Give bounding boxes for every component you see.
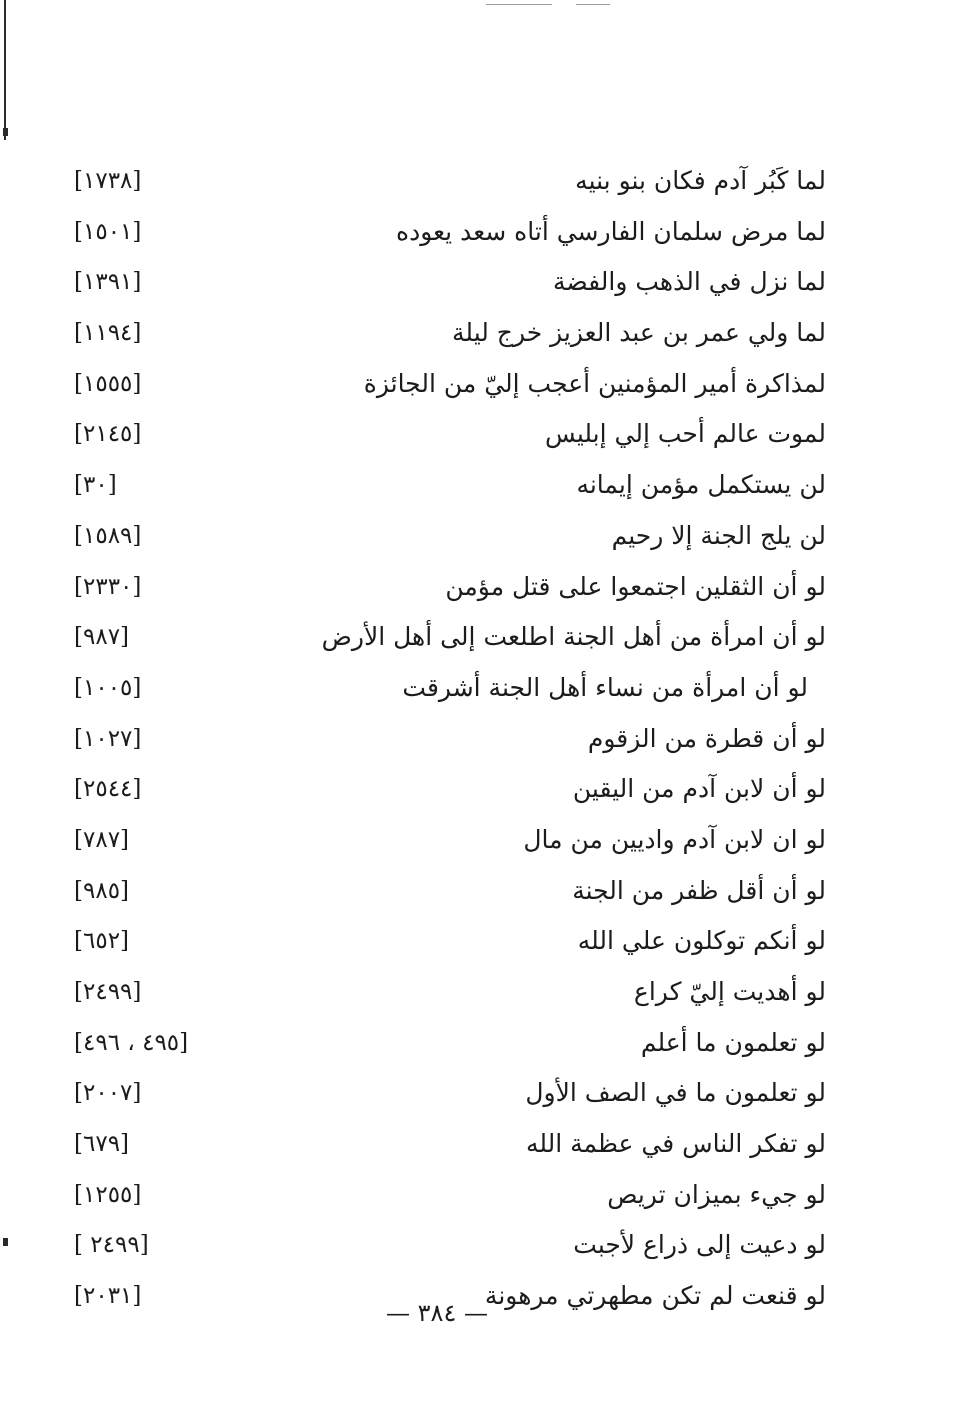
index-entry <box>0 816 954 867</box>
index-entry <box>0 613 954 664</box>
top-rule <box>576 4 610 5</box>
index-entry <box>0 715 954 766</box>
entry-text: لو تفكر الناس في عظمة الله <box>525 1129 826 1159</box>
entry-reference: [٤٩٥ ، ٤٩٦] <box>74 1029 189 1056</box>
top-rule <box>486 4 552 5</box>
entry-reference: [١٠٠٥] <box>74 674 142 701</box>
index-entry <box>0 1120 954 1171</box>
index-entry <box>0 1171 954 1222</box>
index-entry <box>0 664 954 715</box>
entry-reference: [٦٧٩] <box>74 1131 130 1158</box>
index-entry <box>0 410 954 461</box>
entry-text: لو قنعت لم تكن مطهرتي مرهونة <box>484 1281 826 1311</box>
entry-text: لو أنكم توكلون علي الله <box>577 926 826 956</box>
index-entry <box>0 309 954 360</box>
entry-text: لو أن أقل ظفر من الجنة <box>572 875 826 905</box>
index-entry <box>0 1069 954 1120</box>
entry-reference: [١٥٨٩] <box>74 522 142 549</box>
entry-text: لموت عالم أحب إلي إبليس <box>544 419 826 449</box>
entry-reference: [٦٥٢] <box>74 928 130 955</box>
entry-reference: [٢٥٤٤] <box>74 776 142 803</box>
entry-reference: [٢٠٣١] <box>74 1283 142 1310</box>
entry-text: لو أهديت إليّ كراع <box>633 977 826 1006</box>
entry-text: لو أن امرأة من أهل الجنة اطلعت إلى أهل الأرض <box>321 622 826 652</box>
entry-reference: [٢١٤٥] <box>74 421 142 448</box>
index-entry <box>0 157 954 208</box>
index-entry <box>0 563 954 614</box>
entry-text: لو تعلمون ما في الصف الأول <box>525 1078 826 1108</box>
index-entry <box>0 461 954 512</box>
entry-text: لو أن لابن آدم من اليقين <box>572 774 826 804</box>
index-entry <box>0 867 954 918</box>
entry-reference: [١٥٠١] <box>74 218 142 245</box>
entry-reference: [٧٨٧] <box>74 826 130 853</box>
entry-reference: [١٠٢٧] <box>74 725 142 752</box>
entry-text: لو ان لابن آدم واديين من مال <box>523 824 826 854</box>
entry-text: لو أن الثقلين اجتمعوا على قتل مؤمن <box>445 571 826 601</box>
entry-text: لما مرض سلمان الفارسي أتاه سعد يعوده <box>395 216 826 246</box>
index-entry <box>0 765 954 816</box>
entry-reference: [٢٠٠٧] <box>74 1080 142 1107</box>
index-entry <box>0 1019 954 1070</box>
entry-text: لو أن قطرة من الزقوم <box>587 723 826 753</box>
entry-text: لما نزل في الذهب والفضة <box>553 267 826 297</box>
entry-reference: [١٣٩١] <box>74 269 142 296</box>
entry-reference: [١٢٥٥] <box>74 1181 142 1208</box>
index-entry <box>0 917 954 968</box>
entry-text: لن يلج الجنة إلا رحيم <box>611 520 826 550</box>
entry-reference: [٣٠] <box>74 472 117 499</box>
entry-reference: [١١٩٤] <box>74 320 142 347</box>
entry-reference: [٩٨٥] <box>74 877 130 904</box>
entry-reference: [٢٤٩٩] <box>74 979 142 1005</box>
entry-text: لو تعلمون ما أعلم <box>640 1027 826 1057</box>
index-entry <box>0 208 954 259</box>
entry-text: لو جيء بميزان تريص <box>607 1179 826 1209</box>
entry-reference: [١٥٥٥] <box>74 370 142 397</box>
left-margin-rule <box>4 0 6 140</box>
entry-text: لو دعيت إلى ذراع لأجبت <box>573 1230 826 1260</box>
index-entry <box>0 968 954 1019</box>
entry-reference: [ ٢٤٩٩] <box>74 1232 149 1259</box>
index-list <box>0 157 954 1323</box>
left-margin-mark <box>3 128 8 136</box>
entry-text: لو أن امرأة من نساء أهل الجنة أشرقت <box>402 672 808 702</box>
entry-text: لن يستكمل مؤمن إيمانه <box>576 470 826 500</box>
index-entry <box>0 512 954 563</box>
index-entry <box>0 258 954 309</box>
index-entry <box>0 360 954 411</box>
entry-reference: [٢٣٣٠] <box>74 573 142 600</box>
entry-text: لما ولي عمر بن عبد العزيز خرج ليلة <box>452 318 826 348</box>
entry-text: لمذاكرة أمير المؤمنين أعجب إليّ من الجائزة <box>363 368 826 398</box>
entry-reference: [٩٨٧] <box>74 624 130 651</box>
index-entry <box>0 1221 954 1272</box>
entry-reference: [١٧٣٨] <box>74 168 142 194</box>
entry-text: لما كَبُر آدم فكان بنو بنيه <box>575 166 826 195</box>
page-number: — ٣٨٤ — <box>386 1299 488 1327</box>
